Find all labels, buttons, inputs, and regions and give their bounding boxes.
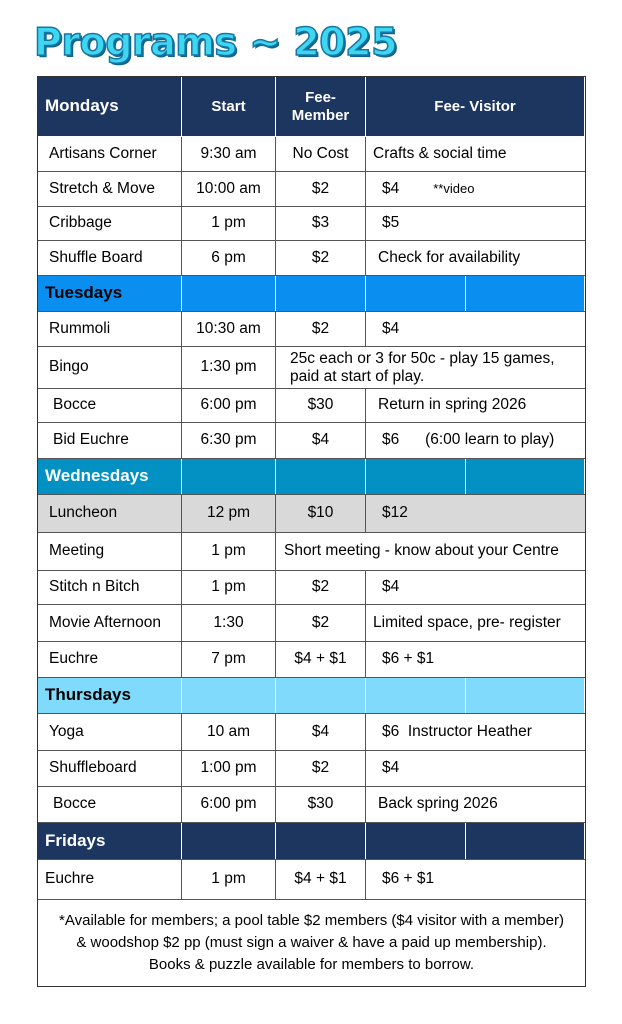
program-name: Euchre <box>38 642 182 677</box>
day-blank <box>182 823 276 859</box>
video-note: **video <box>433 181 475 197</box>
program-fee-member: $2 <box>276 241 366 275</box>
program-fee-visitor <box>366 172 585 206</box>
table-row <box>38 605 585 642</box>
program-fee-member: $2 <box>276 172 366 206</box>
program-fee-visitor: Check for availability <box>378 248 521 266</box>
day-blank <box>276 459 366 494</box>
table-row <box>38 172 585 207</box>
program-fee-visitor: $4 <box>382 578 400 596</box>
visitor-fee: $4 <box>382 179 400 197</box>
program-fee-visitor: $6 + $1 <box>382 870 435 888</box>
program-fee-member: $30 <box>276 389 366 422</box>
header-start: Start <box>182 77 276 136</box>
program-start: 10:30 am <box>182 312 276 346</box>
program-start: 10 am <box>182 714 276 750</box>
program-fee-visitor: $4 <box>382 759 400 777</box>
day-blank <box>366 276 466 311</box>
program-start: 6 pm <box>182 241 276 275</box>
program-fee-member: $2 <box>276 312 366 346</box>
program-name: Movie Afternoon <box>38 605 182 641</box>
day-blank <box>466 678 585 713</box>
day-blank <box>182 678 276 713</box>
table-row <box>38 787 585 823</box>
day-label: Thursdays <box>38 678 182 713</box>
program-start: 6:00 pm <box>182 389 276 422</box>
program-name: Yoga <box>38 714 182 750</box>
program-fee-visitor: $4 <box>382 319 400 337</box>
program-name: Rummoli <box>38 312 182 346</box>
program-start: 1 pm <box>182 207 276 240</box>
table-row <box>38 241 585 276</box>
table-row <box>38 347 585 389</box>
program-start: 1:00 pm <box>182 751 276 786</box>
program-name: Euchre <box>38 860 182 899</box>
program-fee-member: $10 <box>276 495 366 532</box>
program-name: Bid Euchre <box>38 423 182 458</box>
table-row <box>38 714 585 751</box>
day-blank <box>182 276 276 311</box>
day-blank <box>466 276 585 311</box>
program-fee-visitor: $6 (6:00 learn to play) <box>382 431 555 449</box>
program-start: 1:30 <box>182 605 276 641</box>
day-header-wednesdays <box>38 459 585 495</box>
table-row <box>38 860 585 900</box>
day-label: Wednesdays <box>38 459 182 494</box>
program-name: Artisans Corner <box>38 137 182 171</box>
program-start: 12 pm <box>182 495 276 532</box>
program-fee-member: $4 + $1 <box>276 860 366 899</box>
day-blank <box>366 678 466 713</box>
table-row <box>38 495 585 533</box>
program-name: Stitch n Bitch <box>38 571 182 604</box>
program-start: 6:30 pm <box>182 423 276 458</box>
day-blank <box>466 459 585 494</box>
table-row <box>38 642 585 678</box>
day-blank <box>366 823 466 859</box>
program-fee-visitor: $6 + $1 <box>382 650 435 668</box>
day-header-tuesdays <box>38 276 585 312</box>
program-fee-visitor: Return in spring 2026 <box>378 396 527 414</box>
program-fee-member: $3 <box>276 207 366 240</box>
program-fee-visitor: $6 Instructor Heather <box>382 722 532 740</box>
programs-table <box>37 76 586 987</box>
program-fee-member: $2 <box>276 751 366 786</box>
program-name: Bocce <box>38 389 182 422</box>
page-title: Programs ~ 2025 <box>34 20 398 64</box>
program-fee-member: $2 <box>276 571 366 604</box>
program-fee-visitor: $12 <box>382 504 408 522</box>
program-start: 1 pm <box>182 860 276 899</box>
day-label: Fridays <box>38 823 182 859</box>
footnote: *Available for members; a pool table $2 members ($4 visitor with a member) & woodshop $2 pp (must sign a waiver & have a paid up membership). Books & puzzle available for members to borrow. <box>59 912 564 973</box>
program-name: Bingo <box>38 347 182 388</box>
table-row <box>38 423 585 459</box>
program-name: Luncheon <box>38 495 182 532</box>
header-fee-member: Fee- Member <box>276 77 366 136</box>
program-start: 10:00 am <box>182 172 276 206</box>
program-start: 7 pm <box>182 642 276 677</box>
program-fee-member: $4 + $1 <box>276 642 366 677</box>
program-name: Cribbage <box>38 207 182 240</box>
program-name: Shuffleboard <box>38 751 182 786</box>
table-row <box>38 207 585 241</box>
program-start: 1 pm <box>182 571 276 604</box>
header-mondays: Mondays <box>38 77 182 136</box>
program-fee-visitor: Back spring 2026 <box>378 795 498 813</box>
program-fee-visitor: Limited space, pre- register <box>373 613 561 631</box>
program-fee-member: $30 <box>276 787 366 822</box>
program-start: 6:00 pm <box>182 787 276 822</box>
day-blank <box>182 459 276 494</box>
table-row <box>38 533 585 571</box>
header-fee-visitor: Fee- Visitor <box>366 77 585 136</box>
program-name: Stretch & Move <box>38 172 182 206</box>
table-row <box>38 751 585 787</box>
program-start: 9:30 am <box>182 137 276 171</box>
program-fee-member: $4 <box>276 423 366 458</box>
program-fee-member: $2 <box>276 605 366 641</box>
table-row <box>38 137 585 172</box>
program-fee-member: $4 <box>276 714 366 750</box>
program-fee-visitor: Crafts & social time <box>373 144 507 162</box>
day-blank <box>276 823 366 859</box>
table-row <box>38 312 585 347</box>
program-start: 1:30 pm <box>182 347 276 388</box>
program-fee-combined: 25c each or 3 for 50c - play 15 games, paid at start of play. <box>290 350 555 385</box>
table-row <box>38 571 585 605</box>
program-name: Bocce <box>38 787 182 822</box>
day-blank <box>466 823 585 859</box>
program-fee-member: No Cost <box>276 137 366 171</box>
table-row <box>38 389 585 423</box>
day-blank <box>366 459 466 494</box>
table-header <box>38 77 585 137</box>
day-blank <box>276 276 366 311</box>
program-fee-combined: Short meeting - know about your Centre <box>284 542 559 560</box>
day-label: Tuesdays <box>38 276 182 311</box>
program-fee-visitor: $5 <box>382 214 400 232</box>
day-blank <box>276 678 366 713</box>
day-header-thursdays <box>38 678 585 714</box>
program-name: Shuffle Board <box>38 241 182 275</box>
program-start: 1 pm <box>182 533 276 570</box>
day-header-fridays <box>38 823 585 860</box>
program-name: Meeting <box>38 533 182 570</box>
